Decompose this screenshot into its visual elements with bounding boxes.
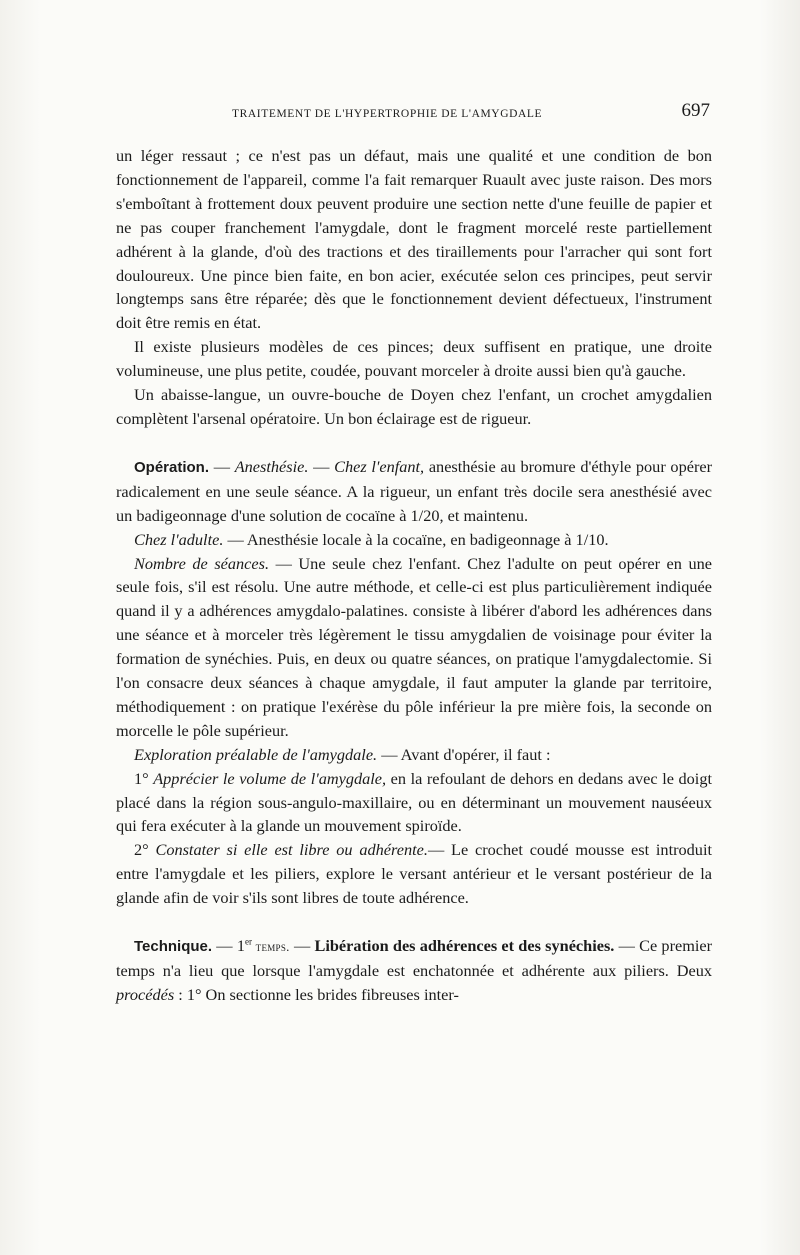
page-header [116,100,712,130]
subtitle-procedes: procédés [116,984,175,1004]
paragraph-technique: Technique. — 1er temps. — Libération des adhérences et des synéchies. — Ce premier temps n'a lieu que lorsque l'amygdale est enchatonnée et adhérente aux piliers. Deux procédés : 1° On sectionne les brides fibreuses inter- [116,936,713,1004]
subtitle-volume: Apprécier le volume de l'amygdale, [153,768,387,788]
paragraph-adulte: Chez l'adulte. — Anesthésie locale à la cocaïne, en badigeonnage à 1/10. [134,529,609,549]
section-gap [116,431,712,455]
section-gap [116,910,712,934]
section-title-technique: Technique. [134,938,213,956]
running-head: TRAITEMENT DE L'HYPERTROPHIE DE L'AMYGDALE [232,108,543,120]
paragraph-arsenal: Un abaisse-langue, un ouvre-bouche de Doyen chez l'enfant, un crochet amygdalien complètent l'arsenal opératoire. Un bon éclairage est de rigueur. [116,385,712,428]
subtitle-enfant: Chez l'enfant, [334,456,425,476]
subtitle-exploration: Exploration préalable de l'amygdale. [134,744,378,764]
list-item-volume: 1° Apprécier le volume de l'amygdale, en la refoulant de dehors en dedans avec le doigt placé dans la région sous-angulo-maxillaire, ou en déterminant un mouvement nauséeux qui fera exécuter à la glande un mouvement spiroïde. [116,768,712,836]
paragraph-seances: Nombre de séances. — Une seule chez l'enfant. Chez l'adulte on peut opérer en une seule fois, s'il est résolu. Une autre méthode, et celle-ci est plus particulièrement indiquée quand il y a adhérences amygdalo-palatines. consiste à libérer d'abord les adhérences dans une séance et à morceler très légèrement le tissu amygdalien de voisinage pour éviter la formation de synéchies. Puis, en deux ou quatre séances, on pratique l'amygdalectomie. Si l'on consacre deux séances à chaque amygdale, il faut amputer la glande par territoire, méthodiquement : on pratique l'exérèse du pôle inférieur la pre mière fois, la seconde on morcelle le pôle supérieur. [116,553,712,740]
paragraph-pince-description: un léger ressaut ; ce n'est pas un défaut, mais une qualité et une condition de bon fonctionnement de l'appareil, comme l'a fait remarquer Ruault avec juste raison. Des mors s'emboîtant à frottement doux peuvent produire une section nette d'une feuille de papier et ne pas couper franchement l'amygdale, dont le fragment morcelé reste partiellement adhérent à la glande, d'où des tractions et des tiraillements pour l'arracher qui sont fort douloureux. Une pince bien faite, en bon acier, exécutée selon ces principes, peut servir longtemps sans être réparée; dès que le fonctionnement devient défectueux, l'instrument doit être remis en état. [116,146,712,333]
page-body [116,144,712,1007]
subtitle-seances: Nombre de séances. [134,553,270,573]
paragraph-modeles-pinces: Il existe plusieurs modèles de ces pinces; deux suffisent en pratique, une droite volumineuse, une plus petite, coudée, pouvant morceler à droite aussi bien qu'à gauche. [116,337,712,381]
subtitle-adulte: Chez l'adulte. [134,529,224,549]
paragraph-exploration: Exploration préalable de l'amygdale. — Avant d'opérer, il faut : [134,744,551,764]
paragraph-operation: Opération. — Anesthésie. — Chez l'enfant, anesthésie au bromure d'éthyle pour opérer radicalement en une seule séance. A la rigueur, un enfant très docile sera anesthésié avec un badigeonnage d'une solution de cocaïne à 1/20, et maintenu. [116,456,713,525]
subtitle-adherence: Constater si elle est libre ou adhérente. [155,840,428,860]
section-title-operation: Opération. [134,458,210,476]
list-item-adherence: 2° Constater si elle est libre ou adhérente.— Le crochet coudé mousse est introduit entre l'amygdale et les piliers, explore le versant antérieur et le versant postérieur de la glande afin de voir s'ils sont libres de toute adhérence. [116,840,712,908]
page-number: 697 [681,100,710,121]
subtitle-anesthesie: Anesthésie. [234,456,309,476]
technique-heading: Libération des adhérences et des synéchies. [314,936,615,956]
temps-label: temps. [251,939,290,955]
